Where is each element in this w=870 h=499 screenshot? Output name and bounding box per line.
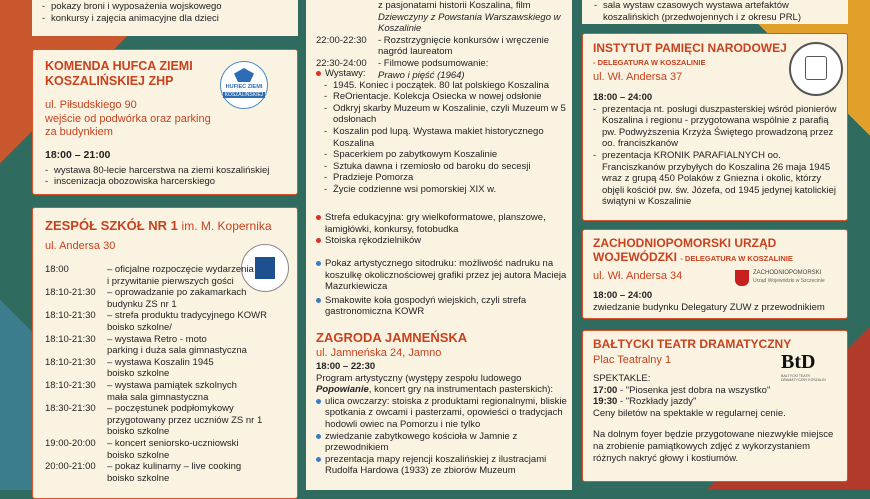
schedule-time: [45, 392, 107, 404]
farm-item: [316, 396, 568, 431]
bullet-icon: [316, 261, 321, 266]
list-item: - inscenizacja obozowiska harcerskiego: [45, 176, 269, 188]
zhp-box: [32, 49, 298, 195]
btd-title: BAŁTYCKI TEATR DRAMATYCZNY: [593, 337, 792, 351]
zhp-title-line1: KOMENDA HUFCA ZIEMI: [45, 59, 193, 73]
ipn-title: INSTYTUT PAMIĘCI NARODOWEJ: [593, 41, 787, 55]
schedule-row: [45, 368, 295, 380]
schedule-time: [45, 473, 107, 485]
bullet-icon: [316, 399, 321, 404]
farm-band: Popowianie: [316, 384, 369, 396]
exhibition-item: - 1945. Koniec i początek. 80 lat polskiego Koszalina: [324, 80, 568, 92]
bullet-icon: [316, 298, 321, 303]
zhp-logo: HUFIEC ZIEMI KOSZALIŃSKIEJ: [220, 61, 268, 109]
btd-address: Plac Teatralny 1: [593, 354, 672, 366]
schedule-desc: – pokaz kulinarny – live cooking: [107, 461, 242, 473]
schedule-row: [45, 415, 295, 427]
schedule-time: 18:10-21:30: [45, 310, 96, 322]
schedule-desc: – wystawa pamiątek szkolnych: [107, 379, 237, 391]
schedule-desc: – strefa produktu tradycyjnego KOWR: [107, 310, 267, 322]
list-item: - prezentacja KRONIK PARAFIALNYCH oo. Franciszkanów przybyłych do Koszalina 26 maja 1945 wraz z grupą 450 Polaków z Gniezna i okolic, którzy objęli kościół pw. św. Józefa, od 1945 jedynej katolickiej świątyni w Koszalinie: [593, 150, 841, 208]
schedule-time: 18:00: [45, 264, 69, 275]
ipn-box: [582, 33, 848, 221]
middle-panel: [306, 0, 572, 490]
schedule-desc: boisko szkolne: [107, 449, 170, 461]
schedule-row: [45, 380, 295, 392]
zuw-logo: ZACHODNIOPOMORSKI Urząd Wojewódzki w Szczecinie: [735, 270, 843, 290]
schedule-desc: boisko szkolne: [107, 368, 170, 380]
exhibitions-heading: Wystawy:: [325, 68, 366, 79]
schedule-time: 18:10-21:30: [45, 333, 96, 345]
schedule-desc: przygotowany przez uczniów ZS nr 1: [107, 414, 263, 426]
craft-stalls: Stoiska rękodzielników: [325, 235, 422, 247]
schedule-desc: – wystawa Koszalin 1945: [107, 356, 214, 368]
bullet-icon: [316, 215, 321, 220]
btd-foyer: Na dolnym foyer będzie przygotowane niezwykłe miejsce na zrobienie pamiątkowych zdjęć z wykorzystaniem różnych nakryć głowy i kostiumów.: [593, 429, 834, 464]
ipn-subtitle: - DELEGATURA W KOSZALINIE: [593, 58, 706, 67]
bullet-icon: [316, 71, 321, 76]
schedule-time: 19:00-20:00: [45, 437, 96, 449]
btd-price: Ceny biletów na spektakle w regularnej cenie.: [593, 407, 786, 419]
exhibition-item: - Spacerkiem po zabytkowym Koszalinie: [324, 149, 568, 161]
bullet-icon: [316, 434, 321, 439]
zuw-box: [582, 229, 848, 319]
schedule-row: [45, 264, 295, 276]
show-title: - "Piosenka jest dobra na wszystko": [617, 384, 771, 396]
farm-item-text: zwiedzanie zabytkowego kościoła w Jamnie z przewodnikiem: [325, 430, 518, 454]
schedule-row: [45, 403, 295, 415]
program-desc: z pasjonatami historii Koszalina, film: [378, 0, 531, 11]
program-time: 22:30-24:00: [316, 57, 367, 69]
schedule-desc: boisko szkolne: [107, 426, 170, 438]
exhibition-item: - Koszalin pod lupą. Wystawa makiet historycznego Koszalina: [324, 126, 568, 149]
exhibition-item: - Pradzieje Pomorza: [324, 172, 568, 184]
exhibition-item: - Odkryj skarby Muzeum w Koszalinie, czyli Muzeum w 5 odsłonach: [324, 103, 568, 126]
bullet-icon: [316, 457, 321, 462]
schedule-time: [45, 426, 107, 438]
schedule-desc: boisko szkolne: [107, 472, 170, 484]
schedule-time: 18:10-21:30: [45, 287, 96, 299]
list-item: - sala wystaw czasowych wystawa artefaktów koszalińskich (przedwojennych i z okresu PRL): [594, 0, 834, 23]
exhibition-item: - Sztuka dawna i rzemiosło od baroku do secesji: [324, 161, 568, 173]
schedule-row: [45, 322, 295, 334]
schedule-row: [45, 438, 295, 450]
schedule-time: 20:00-21:00: [45, 461, 96, 473]
schedule-row: [45, 299, 295, 311]
program-row: [316, 46, 568, 58]
schedule-time: [45, 299, 107, 311]
btd-box: [582, 330, 848, 482]
exhibitions: [316, 68, 568, 196]
schedule-time: 18:10-21:30: [45, 379, 96, 391]
program-desc: nagród laureatom: [378, 46, 453, 58]
zuw-title-line1: ZACHODNIOPOMORSKI URZĄD: [593, 236, 777, 250]
schedule-row: [45, 310, 295, 322]
btd-logo: BtD BAŁTYCKI TEATR DRAMATYCZNY KOSZALIN: [781, 351, 826, 382]
schedule-desc: – wystawa Retro - moto: [107, 333, 207, 345]
program-time: [316, 12, 378, 35]
schedule-row: [45, 287, 295, 299]
school-address: ul. Andersa 30: [45, 240, 116, 252]
schedule-desc: parking i duża sala gimnastyczna: [107, 345, 247, 357]
program-desc: Dziewczyny z Powstania Warszawskiego w Koszalinie: [378, 11, 561, 35]
school-title: ZESPÓŁ SZKÓŁ NR 1: [45, 218, 178, 233]
screen-print: Pokaz artystycznego sitodruku: możliwość nadruku na koszulkę okolicznościowej grafiki przez jej autora Macieja Mazurkiewicza: [325, 258, 567, 293]
program-row: [316, 12, 568, 35]
schedule-row: [45, 357, 295, 369]
farm-item: [316, 431, 568, 454]
schedule-time: [45, 415, 107, 427]
farm-item-text: prezentacja mapy rejencji koszalińskiej z ilustracjami Rudolfa Hardowa (1933) ze zbiorów Muzeum: [325, 453, 547, 477]
school-patron: im. M. Kopernika: [181, 219, 272, 233]
school-schedule: [45, 264, 295, 484]
zuw-subtitle: - DELEGATURA W KOSZALINIE: [680, 254, 793, 263]
list-item: - konkursy i zajęcia animacyjne dla dzieci: [42, 13, 298, 25]
schedule-row: [45, 450, 295, 462]
exhibition-item: - ReOrientacje. Kolekcja Osiecka w nowej odsłonie: [324, 91, 568, 103]
btd-spect-heading: SPEKTAKLE:: [593, 373, 651, 384]
zuw-time: 18:00 – 24:00: [593, 290, 653, 301]
schedule-desc: mała sala gimnastyczna: [107, 391, 209, 403]
schedule-desc: boisko szkolne/: [107, 321, 172, 333]
zuw-description: zwiedzanie budynku Delegatury ZUW z przewodnikiem: [593, 301, 825, 313]
program-desc: Prawo i pięść (1964): [378, 69, 465, 81]
right-top-panel: [582, 0, 848, 24]
schedule-desc: – oficjalne rozpoczęcie wydarzenia: [107, 264, 254, 275]
schedule-desc: – koncert seniorsko-uczniowski: [107, 437, 239, 449]
program-time: 22:00-22:30: [316, 34, 367, 46]
food-zone: Smakowite koła gospodyń wiejskich, czyli strefa gastronomiczna KOWR: [325, 294, 527, 318]
schedule-time: [45, 276, 107, 288]
ipn-time: 18:00 – 24:00: [593, 92, 653, 103]
farm-item-text: ulica owczarzy: stoiska z produktami regionalnymi, bliskie spotkania z owcami i pasterzami, opowieści o tradycjach hodowli owiec na Pomorzu i nie tylko: [325, 395, 567, 430]
exhibition-item: - Życie codzienne wsi pomorskiej XIX w.: [324, 184, 568, 196]
school-box: [32, 207, 298, 499]
schedule-row: [45, 334, 295, 346]
schedule-desc: – oprowadzanie po zakamarkach: [107, 287, 247, 299]
zhp-address: ul. Piłsudskiego 90: [45, 99, 137, 111]
farm-item: [316, 454, 568, 477]
left-top-panel: [32, 0, 298, 36]
farm-address: ul. Jamneńska 24, Jamno: [316, 347, 442, 359]
ipn-seal-logo: [789, 42, 843, 96]
farm-title: ZAGRODA JAMNEŃSKA: [316, 330, 468, 345]
zhp-time: 18:00 – 21:00: [45, 149, 111, 161]
schedule-time: [45, 368, 107, 380]
schedule-time: 18:30-21:30: [45, 403, 96, 415]
schedule-desc: i przywitanie pierwszych gości: [107, 275, 234, 287]
schedule-row: [45, 345, 295, 357]
farm-program: Program artystyczny (występy zespołu ludowego: [316, 372, 522, 384]
program-row: [316, 35, 568, 47]
show-time: 19:30: [593, 396, 618, 408]
zhp-address-note2: za budynkiem: [45, 126, 113, 138]
program-time: [316, 46, 378, 58]
edu-zone: Strefa edukacyjna: gry wielkoformatowe, planszowe, łamigłówki, konkursy, fotobudka: [325, 212, 546, 235]
program-desc: - Filmowe podsumowanie:: [378, 57, 489, 69]
schedule-row: [45, 473, 295, 485]
schedule-row: [45, 392, 295, 404]
show-time: 17:00: [593, 384, 618, 396]
program-time: [316, 0, 378, 12]
list-item: - wystawa 80-lecie harcerstwa na ziemi koszalińskiej: [45, 165, 269, 177]
ipn-address: ul. Wł. Andersa 37: [593, 71, 683, 83]
farm-time: 18:00 – 22:30: [316, 361, 376, 372]
schedule-time: 18:10-21:30: [45, 356, 96, 368]
schedule-row: [45, 461, 295, 473]
schedule-row: [45, 276, 295, 288]
schedule-desc: budynku ZS nr 1: [107, 298, 177, 310]
zuw-title-line2: WOJEWÓDZKI: [593, 250, 677, 264]
schedule-time: [45, 450, 107, 462]
list-item: - prezentacja nt. posługi duszpasterskiej wśród pionierów Koszalina i regionu - przygotowana wspólnie z parafią pw. Podwyższenia Krzyża Świętego prowadzoną przez oo. franciszkanów: [593, 104, 841, 150]
program-desc: - Rozstrzygnięcie konkursów i wręczenie: [378, 34, 550, 46]
schedule-row: [45, 426, 295, 438]
zhp-title-line2: KOSZALIŃSKIEJ ZHP: [45, 74, 174, 88]
zhp-address-note: wejście od podwórka oraz parking: [45, 112, 211, 125]
list-item: - pokazy broni i wyposażenia wojskowego: [42, 1, 298, 13]
show-title: - "Rozkłady jazdy": [617, 396, 697, 408]
schedule-desc: – poczęstunek podpłomykowy: [107, 403, 234, 415]
schedule-time: [45, 345, 107, 357]
schedule-time: [45, 322, 107, 334]
program-row: [316, 0, 568, 12]
farm-section: ZAGRODA JAMNEŃSKA ul. Jamneńska 24, Jamno 18:00 – 22:30 Program artystyczny (występy zespołu ludowego Popowianie, koncert gry na instrumentach pasterskich): ulica owczarzy: stoiska z produktami regionalnymi, bliskie spotkania z owcami i pasterzami, opowieści o tradycjach hodowli owiec na Pomorzu i nie tylko zwiedzanie zabytkowego kościoła w Jamnie z przewodnikiem prezentacja mapy rejencji koszalińskiej z ilustracjami Rudolfa Hardowa (1933) ze zbiorów Muzeum: [316, 330, 567, 477]
zuw-address: ul. Wł. Andersa 34: [593, 270, 683, 282]
bullet-icon: [316, 238, 321, 243]
